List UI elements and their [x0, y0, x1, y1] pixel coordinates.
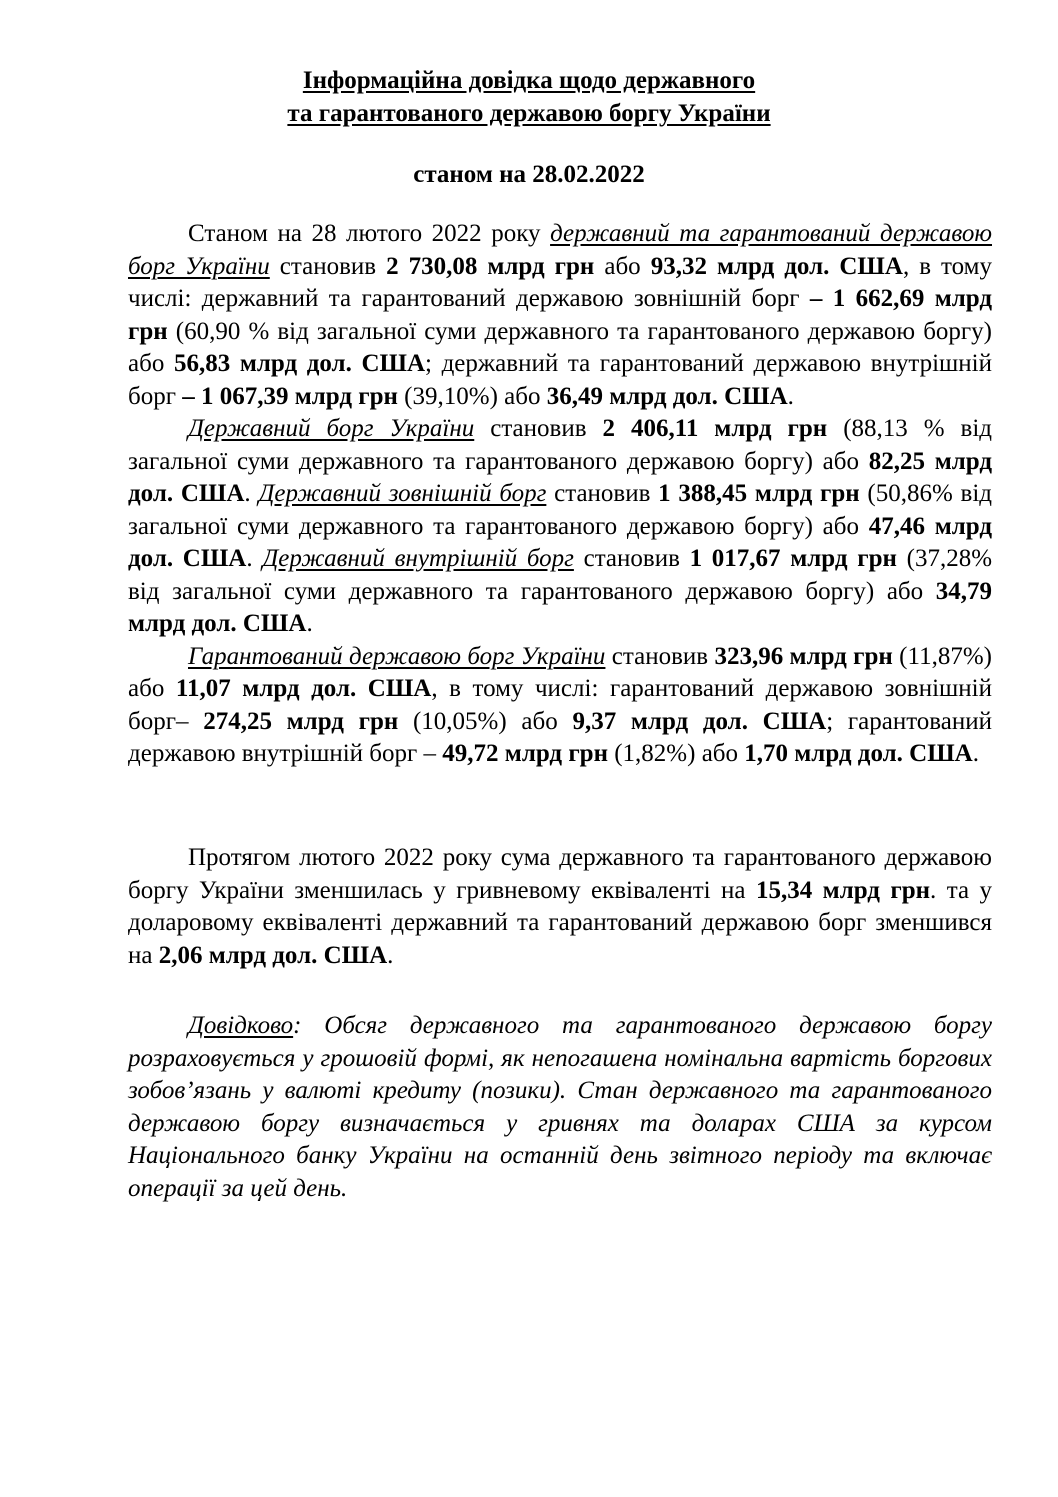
reference-note-block — [128, 1010, 992, 1205]
text-run: становив — [269, 252, 387, 280]
value-state-external-usd: 47,46 млрд дол. США — [128, 512, 992, 572]
text-run: . — [972, 740, 979, 767]
text-run: , в тому числі: державний та гарантований державою зовнішній борг — [128, 252, 992, 312]
text-run: (1,82%) або — [607, 740, 745, 767]
value-internal-uah: – 1 067,39 млрд грн — [182, 382, 398, 410]
value-change-uah: 15,34 млрд грн — [755, 876, 931, 904]
value-external-usd: 56,83 млрд дол. США — [173, 350, 426, 377]
paragraph-total-debt — [128, 218, 992, 413]
value-state-external-uah: 1 388,45 млрд грн — [658, 480, 860, 507]
text-run: становив — [474, 415, 603, 442]
paragraph-state-debt — [128, 413, 992, 641]
text-run: . — [306, 610, 313, 637]
date-line: станом на 28.02.2022 — [413, 161, 645, 188]
reference-text: : Обсяг державного та гарантованого державою боргу розраховується у грошовій формі, як непогашена номінальна вартість боргових зобов’язань у валюті кредиту (позики). Стан державного та гарантованого державою боргу визначається у гривнях та доларах США за курсом Національного банку України на останній день звітного періоду та включає операції за цей день. — [128, 1012, 992, 1202]
text-run: (37,28% від загальної суми державного та гарантованого державою боргу) або — [128, 545, 993, 605]
value-internal-usd: 36,49 млрд дол. США — [546, 382, 788, 410]
value-total-usd: 93,32 млрд дол. США — [650, 252, 903, 280]
term-state-internal-debt: Державний внутрішній борг — [262, 545, 574, 572]
value-state-usd: 82,25 млрд дол. США — [128, 447, 992, 507]
paragraph-monthly-change — [128, 842, 992, 972]
text-run: становив — [605, 642, 715, 670]
value-total-uah: 2 730,08 млрд грн — [386, 252, 595, 280]
text-run: . — [787, 382, 794, 410]
term-total-debt: державний та гарантований державою борг України — [128, 220, 992, 280]
value-guaranteed-external-uah: 274,25 млрд грн — [203, 707, 399, 735]
document-title — [0, 64, 1058, 130]
paragraph-guaranteed-debt — [128, 641, 992, 771]
text-run: або — [594, 252, 651, 280]
term-state-debt: Державний борг України — [188, 415, 475, 442]
text-run: . — [244, 480, 259, 507]
title-line-2: та гарантованого державою боргу України — [287, 100, 771, 127]
value-state-internal-usd: 34,79 млрд дол. США — [128, 577, 992, 637]
value-guaranteed-internal-uah: 49,72 млрд грн — [442, 740, 608, 767]
value-guaranteed-internal-usd: 1,70 млрд дол. США — [744, 740, 973, 767]
value-change-usd: 2,06 млрд дол. США — [158, 941, 388, 969]
text-run: ; державний та гарантований державою внутрішній борг — [128, 350, 992, 410]
text-run: (60,90 % від загальної суми державного та гарантованого державою боргу) або — [128, 317, 992, 377]
title-line-1: Інформаційна довідка щодо державного — [302, 67, 756, 94]
text-run: . — [387, 941, 394, 969]
text-run: (50,86% від загальної суми державного та гарантованого державою боргу) або — [128, 480, 993, 540]
value-guaranteed-external-usd: 9,37 млрд дол. США — [572, 707, 827, 735]
value-state-uah: 2 406,11 млрд грн — [602, 415, 828, 442]
text-run: Протягом лютого 2022 року сума державного та гарантованого державою боргу України зменшилась у гривневому еквіваленті на — [128, 844, 992, 904]
reference-label: Довідково — [188, 1012, 294, 1039]
text-run: (11,87%) або — [128, 642, 992, 702]
text-run: . та у доларовому еквіваленті державний та гарантований державою борг зменшився на — [128, 876, 992, 969]
text-run: (39,10%) або — [397, 382, 547, 410]
term-state-external-debt: Державний зовнішній борг — [258, 480, 547, 507]
value-state-internal-uah: 1 017,67 млрд грн — [689, 545, 897, 572]
text-run: (88,13 % від загальної суми державного та гарантованого державою боргу) або — [128, 415, 993, 475]
text-run: . — [246, 545, 263, 572]
text-run: становив — [546, 480, 659, 507]
term-guaranteed-debt: Гарантований державою борг України — [188, 642, 606, 670]
text-run: (10,05%) або — [398, 707, 573, 735]
main-text-block — [128, 218, 992, 771]
value-external-uah: – 1 662,69 млрд грн — [128, 285, 992, 345]
value-guaranteed-usd: 11,07 млрд дол. США — [175, 675, 432, 702]
paragraph-reference-note — [128, 1010, 992, 1205]
change-text-block — [128, 842, 992, 972]
text-run: становив — [573, 545, 690, 572]
text-run: Станом на 28 лютого 2022 року — [188, 220, 551, 247]
text-run: ; гарантований державою внутрішній борг – — [128, 707, 993, 767]
text-run: , в тому числі: гарантований державою зовнішній борг– — [128, 675, 992, 735]
value-guaranteed-uah: 323,96 млрд грн — [714, 642, 893, 670]
